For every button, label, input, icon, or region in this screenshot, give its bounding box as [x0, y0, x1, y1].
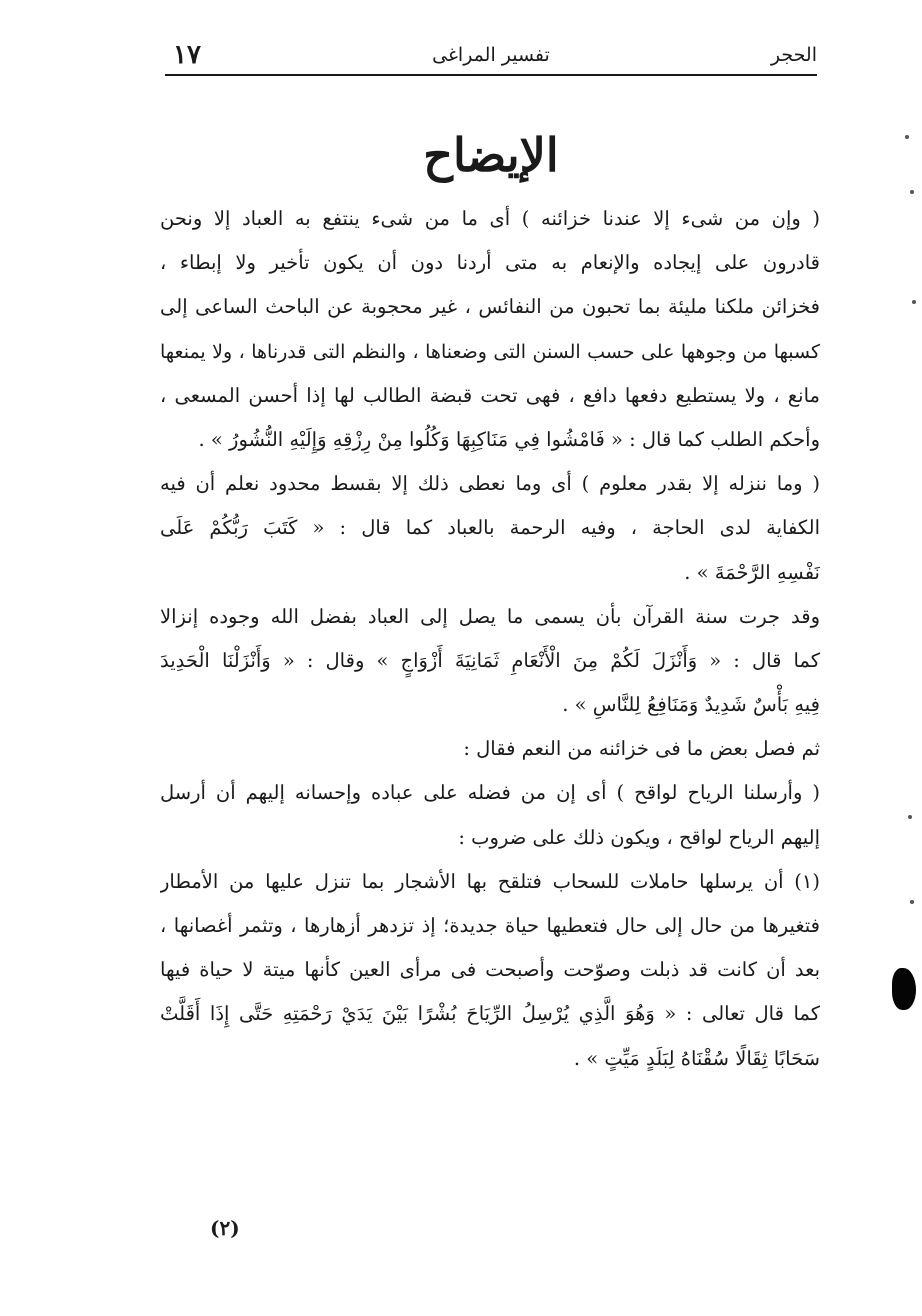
- text-line: ( وأرسلنا الرياح لواقح ) أى إن من فضله على عباده وإحسانه إليهم أن أرسل: [160, 781, 820, 805]
- text-line: كما قال تعالى : « وَهُوَ الَّذِي يُرْسِلُ الرِّيَاحَ بُشْرًا بَيْنَ يَدَيْ رَحْمَتِهِ حَتَّى إِذَا أَقَلَّتْ: [160, 1002, 820, 1026]
- scan-speck: [910, 190, 914, 194]
- page-number: ١٧: [173, 40, 201, 70]
- scan-speck: [905, 135, 909, 139]
- text-line: قادرون على إيجاده والإنعام به متى أردنا دون أن يكون تأخير ولا إبطاء ،: [160, 251, 820, 275]
- signature-mark: (٢): [210, 1216, 240, 1240]
- text-line: سَحَابًا ثِقَالًا سُقْنَاهُ لِبَلَدٍ مَيِّتٍ » .: [573, 1046, 820, 1070]
- text-line: الكفاية لدى الحاجة ، وفيه الرحمة بالعباد كما قال : « كَتَبَ رَبُّكُمْ عَلَى: [160, 516, 820, 540]
- scan-speck: [908, 815, 912, 819]
- text-line: بعد أن كانت قد ذبلت وصوّحت وأصبحت فى مرأى العين كأنها ميتة لا حياة فيها: [160, 958, 820, 982]
- text-line: نَفْسِهِ الرَّحْمَةَ » .: [684, 560, 820, 584]
- text-line: فخزائن ملكنا مليئة بما تحبون من النفائس ، غير محجوبة عن الباحث الساعى إلى: [160, 295, 820, 319]
- text-line: فِيهِ بَأْسٌ شَدِيدٌ وَمَنَافِعُ لِلنَّاسِ » .: [562, 693, 820, 717]
- text-line: كما قال : « وَأَنْزَلَ لَكُمْ مِنَ الْأَنْعَامِ ثَمَانِيَةَ أَزْوَاجٍ » وقال : « وَأَنْزَلْنَا الْحَدِيدَ: [160, 648, 820, 672]
- text-line: إليهم الرياح لواقح ، ويكون ذلك على ضروب :: [458, 825, 820, 849]
- section-title: الإيضاح: [423, 128, 559, 182]
- text-line: (١) أن يرسلها حاملات للسحاب فتلقح بها الأشجار بما تنزل عليها من الأمطار: [160, 869, 820, 893]
- page-header: [165, 38, 817, 76]
- text-line: وأحكم الطلب كما قال : « فَامْشُوا فِي مَنَاكِبِهَا وَكُلُوا مِنْ رِزْقِهِ وَإِلَيْهِ النُّشُورُ » .: [198, 427, 820, 451]
- scan-speck: [910, 900, 914, 904]
- text-line: ( وإن من شىء إلا عندنا خزائنه ) أى ما من شىء ينتفع به العباد إلا ونحن: [160, 207, 820, 230]
- scan-speck: [912, 300, 916, 304]
- book-title: تفسير المراغى: [432, 44, 550, 66]
- text-line: فتغيرها من حال إلى حال فتعطيها حياة جديدة؛ إذ تزدهر أزهارها ، وتثمر أغصانها ،: [160, 914, 820, 937]
- text-line: كسبها من وجوهها على حسب السنن التى وضعناها ، والنظم التى قدرناها ، ولا يمنعها: [160, 340, 820, 363]
- scan-smudge: [892, 968, 916, 1010]
- text-line: ثم فصل بعض ما فى خزائنه من النعم فقال :: [463, 737, 820, 761]
- text-line: مانع ، ولا يستطيع دفعها دافع ، فهى تحت قبضة الطالب لها إذا أحسن المسعى ،: [160, 383, 820, 407]
- text-body: [160, 197, 820, 1081]
- text-line: وقد جرت سنة القرآن بأن يسمى ما يصل إلى العباد بفضل الله وجوده إنزالا: [160, 604, 820, 628]
- text-line: ( وما ننزله إلا بقدر معلوم ) أى وما نعطى ذلك إلا بقسط محدود نعلم أن فيه: [160, 472, 820, 496]
- surah-name: الحجر: [770, 44, 817, 66]
